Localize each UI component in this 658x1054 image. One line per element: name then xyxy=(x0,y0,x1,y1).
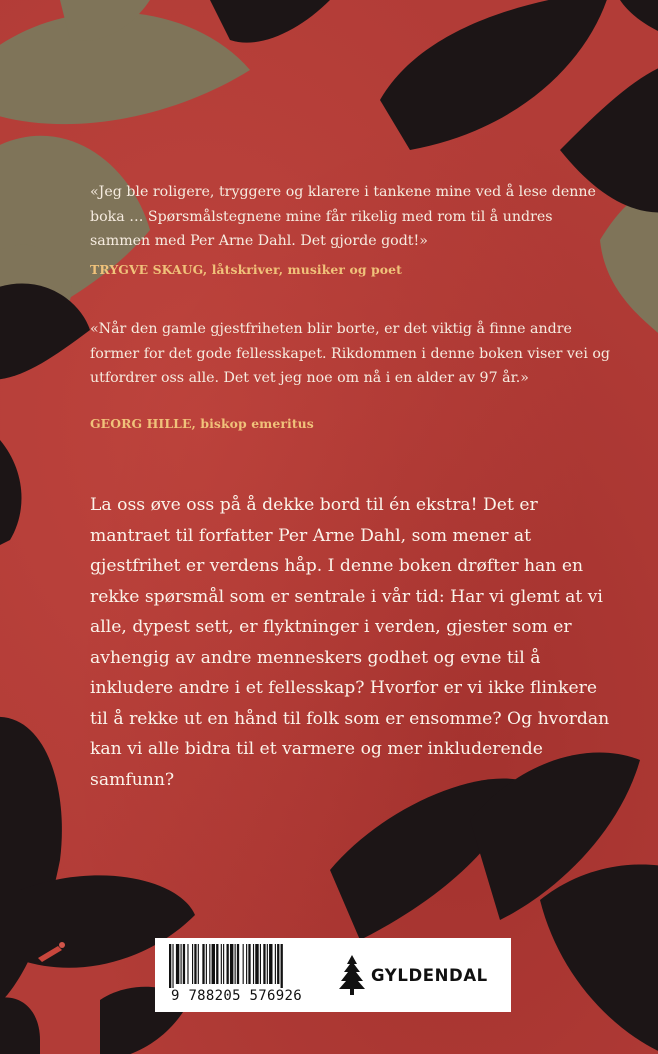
review-author-1: TRYGVE SKAUG, xyxy=(90,262,208,277)
barcode-icon xyxy=(169,944,319,988)
review-role-2: biskop emeritus xyxy=(200,416,314,431)
review-quote-2: «Når den gamle gjestfriheten blir borte, er det viktig å finne andre former for det gode fellesskapet. Rikdommen i denne boken viser vei og utfordrer oss alle. Det vet jeg noe om nå i en alder av 97 år.» xyxy=(90,321,610,386)
book-blurb: La oss øve oss på å dekke bord til én ekstra! Det er mantraet til forfatter Per Arne Dahl, som mener at gjestfrihet er verdens håp. I denne boken drøfter han en rekke spørsmål som er sentrale i vår tid: Har vi glemt at vi alle, dypest sett, er flyktninger i verden, gjester som er avhengig av andre menneskers godhet og evne til å inkludere andre i et fellesskap? Hvorfor er vi ikke flinkere til å rekke ut en hånd til folk som er ensomme? Og hvordan kan vi alle bidra til et varmere og mer inkluderende samfunn? xyxy=(90,495,610,790)
olive-leaf-top-left xyxy=(0,12,250,124)
review-role-1: låtskriver, musiker og poet xyxy=(211,262,402,277)
dark-leaf-bottom-far-left xyxy=(0,997,40,1054)
isbn-number: 9 788205 576926 xyxy=(171,988,302,1004)
dark-leaf-top-corner xyxy=(620,0,658,40)
dark-leaf-left-small xyxy=(0,440,21,545)
review-attribution-2 xyxy=(90,416,314,431)
spruce-tree-icon xyxy=(339,955,365,995)
red-accent-dot xyxy=(59,942,65,948)
review-quote-1: «Jeg ble roligere, tryggere og klarere i tankene mine ved å lese denne boka … Spørsmålstegnene mine får rikelig med rom til å undres sammen med Per Arne Dahl. Det gjorde godt!» xyxy=(90,184,596,249)
barcode-panel xyxy=(155,938,511,1012)
dark-leaf-bottom-left xyxy=(0,717,62,1020)
dark-leaf-top-edge xyxy=(210,0,330,43)
dark-leaf-left-mid xyxy=(0,284,90,380)
dark-leaf-bottom-right-edge xyxy=(540,864,658,1054)
review-attribution-1 xyxy=(90,262,402,277)
publisher-name: GYLDENDAL xyxy=(371,966,488,985)
dark-leaf-top-right xyxy=(380,0,610,150)
review-author-2: GEORG HILLE, xyxy=(90,416,196,431)
